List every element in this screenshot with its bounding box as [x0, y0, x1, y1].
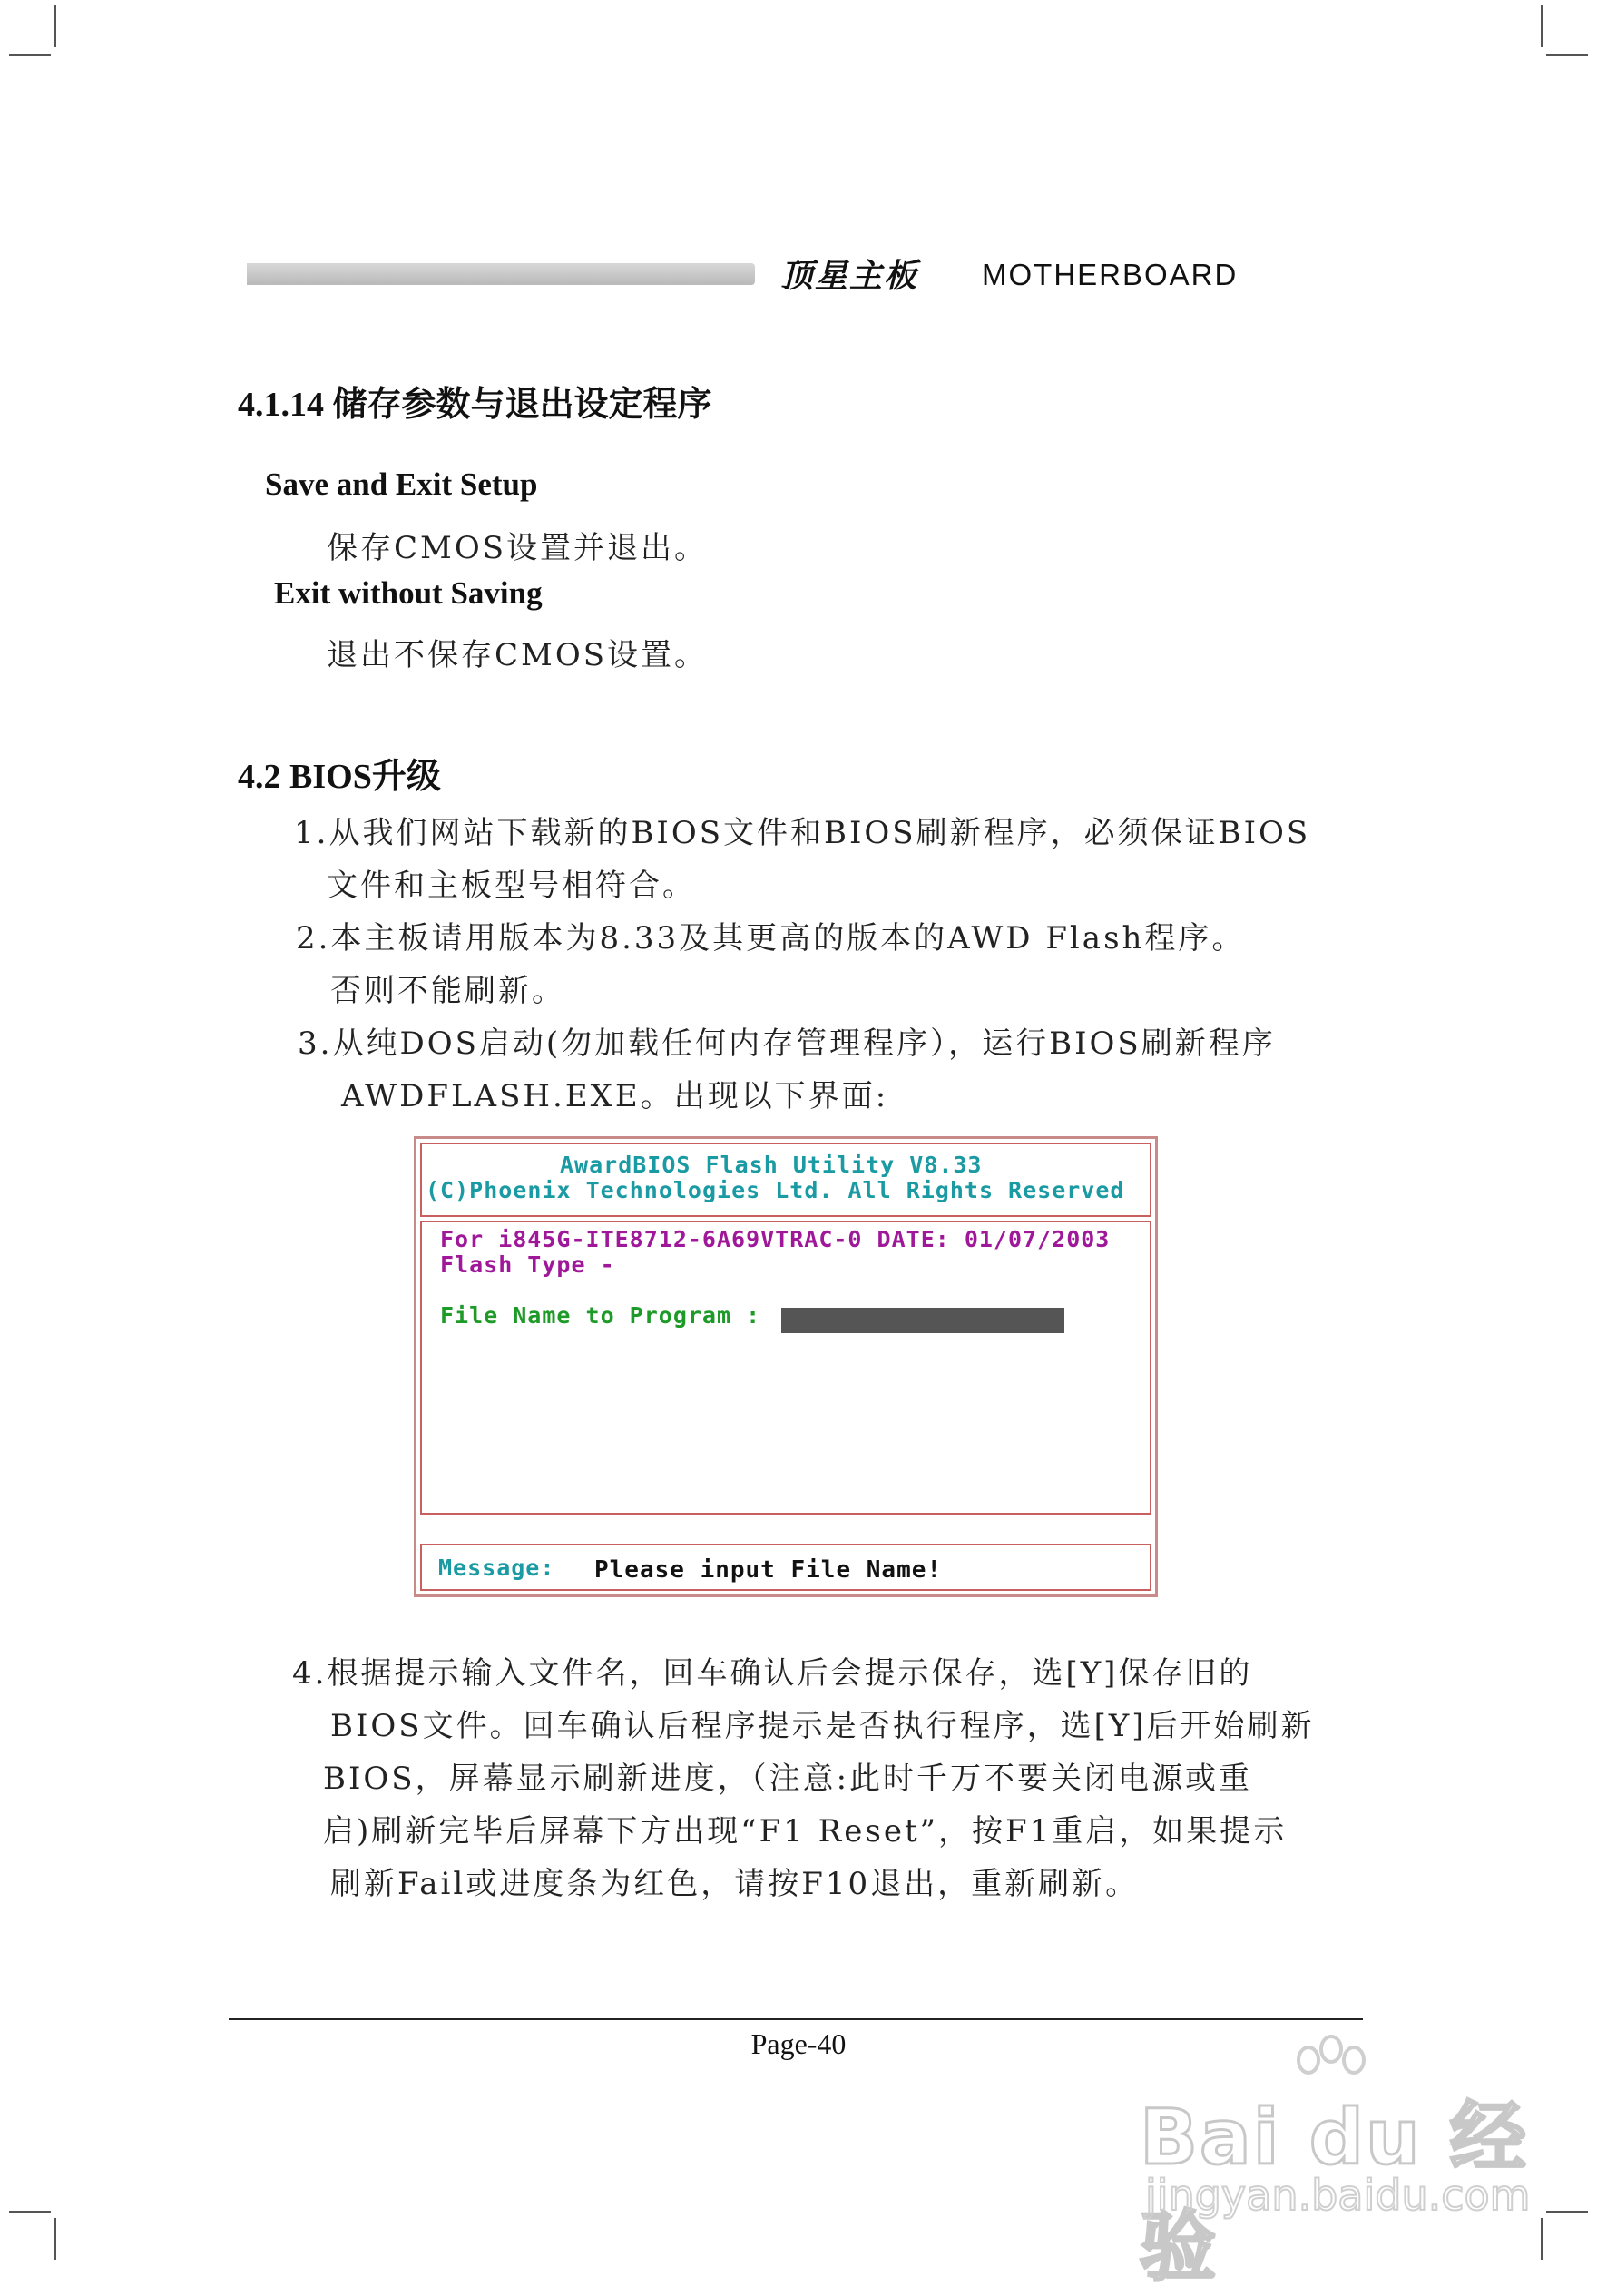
page-number: Page-40 — [750, 2027, 847, 2060]
item-save-exit-label: Save and Exit Setup — [265, 466, 538, 502]
step-line: 1.从我们网站下载新的BIOS文件和BIOS刷新程序，必须保证BIOS — [294, 815, 1311, 851]
bios-flash-screenshot — [414, 1136, 1158, 1597]
step-line: BIOS，屏幕显示刷新进度，（注意:此时千万不要关闭电源或重 — [323, 1761, 1253, 1797]
step-line: 否则不能刷新。 — [330, 973, 565, 1009]
bios-flash-type: Flash Type - — [440, 1251, 615, 1278]
bios-file-label: File Name to Program : — [440, 1302, 761, 1329]
crop-mark — [1541, 5, 1543, 47]
crop-mark — [9, 2211, 51, 2213]
item-exit-nosave-desc: 退出不保存CMOS设置。 — [327, 637, 708, 673]
section-title-4-2: 4.2 BIOS升级 — [238, 758, 441, 796]
crop-mark — [1546, 54, 1588, 56]
step-line: BIOS文件。回车确认后程序提示是否执行程序，选[Y]后开始刷新 — [330, 1708, 1315, 1744]
header-brand: 顶星主板 — [780, 258, 919, 295]
header-bar — [247, 263, 755, 285]
bios-title: AwardBIOS Flash Utility V8.33 — [560, 1152, 983, 1178]
item-save-exit-desc: 保存CMOS设置并退出。 — [327, 530, 708, 566]
step-line: AWDFLASH.EXE。出现以下界面: — [341, 1078, 889, 1114]
bios-message-label: Message: — [438, 1555, 555, 1581]
bios-for-line: For i845G-ITE8712-6A69VTRAC-0 DATE: 01/07/2003 — [440, 1226, 1111, 1252]
crop-mark — [54, 2218, 56, 2260]
bios-copyright: (C)Phoenix Technologies Ltd. All Rights Reserved — [426, 1177, 1125, 1203]
step-line: 文件和主板型号相符合。 — [327, 868, 696, 904]
crop-mark — [54, 5, 56, 47]
watermark-url: jingyan.baidu.com — [1145, 2171, 1531, 2220]
footer-rule — [229, 2018, 1363, 2020]
step-line: 4.根据提示输入文件名，回车确认后会提示保存，选[Y]保存旧的 — [292, 1655, 1253, 1692]
bios-file-input[interactable] — [781, 1308, 1064, 1333]
watermark-logo: Bai du 经验 — [1140, 2093, 1528, 2291]
step-line: 刷新Fail或进度条为红色，请按F10退出，重新刷新。 — [330, 1866, 1140, 1902]
step-line: 3.从纯DOS启动(勿加载任何内存管理程序），运行BIOS刷新程序 — [298, 1025, 1276, 1062]
item-exit-nosave-label: Exit without Saving — [274, 575, 543, 611]
step-line: 2.本主板请用版本为8.33及其更高的版本的AWD Flash程序。 — [296, 920, 1246, 957]
crop-mark — [9, 54, 51, 56]
bios-message-text: Please input File Name! — [594, 1556, 943, 1584]
step-line: 启)刷新完毕后屏幕下方出现“F1 Reset”，按F1重启，如果提示 — [323, 1813, 1288, 1850]
header-product: MOTHERBOARD — [982, 258, 1239, 291]
section-title-4-1-14: 4.1.14 储存参数与退出设定程序 — [238, 386, 712, 424]
